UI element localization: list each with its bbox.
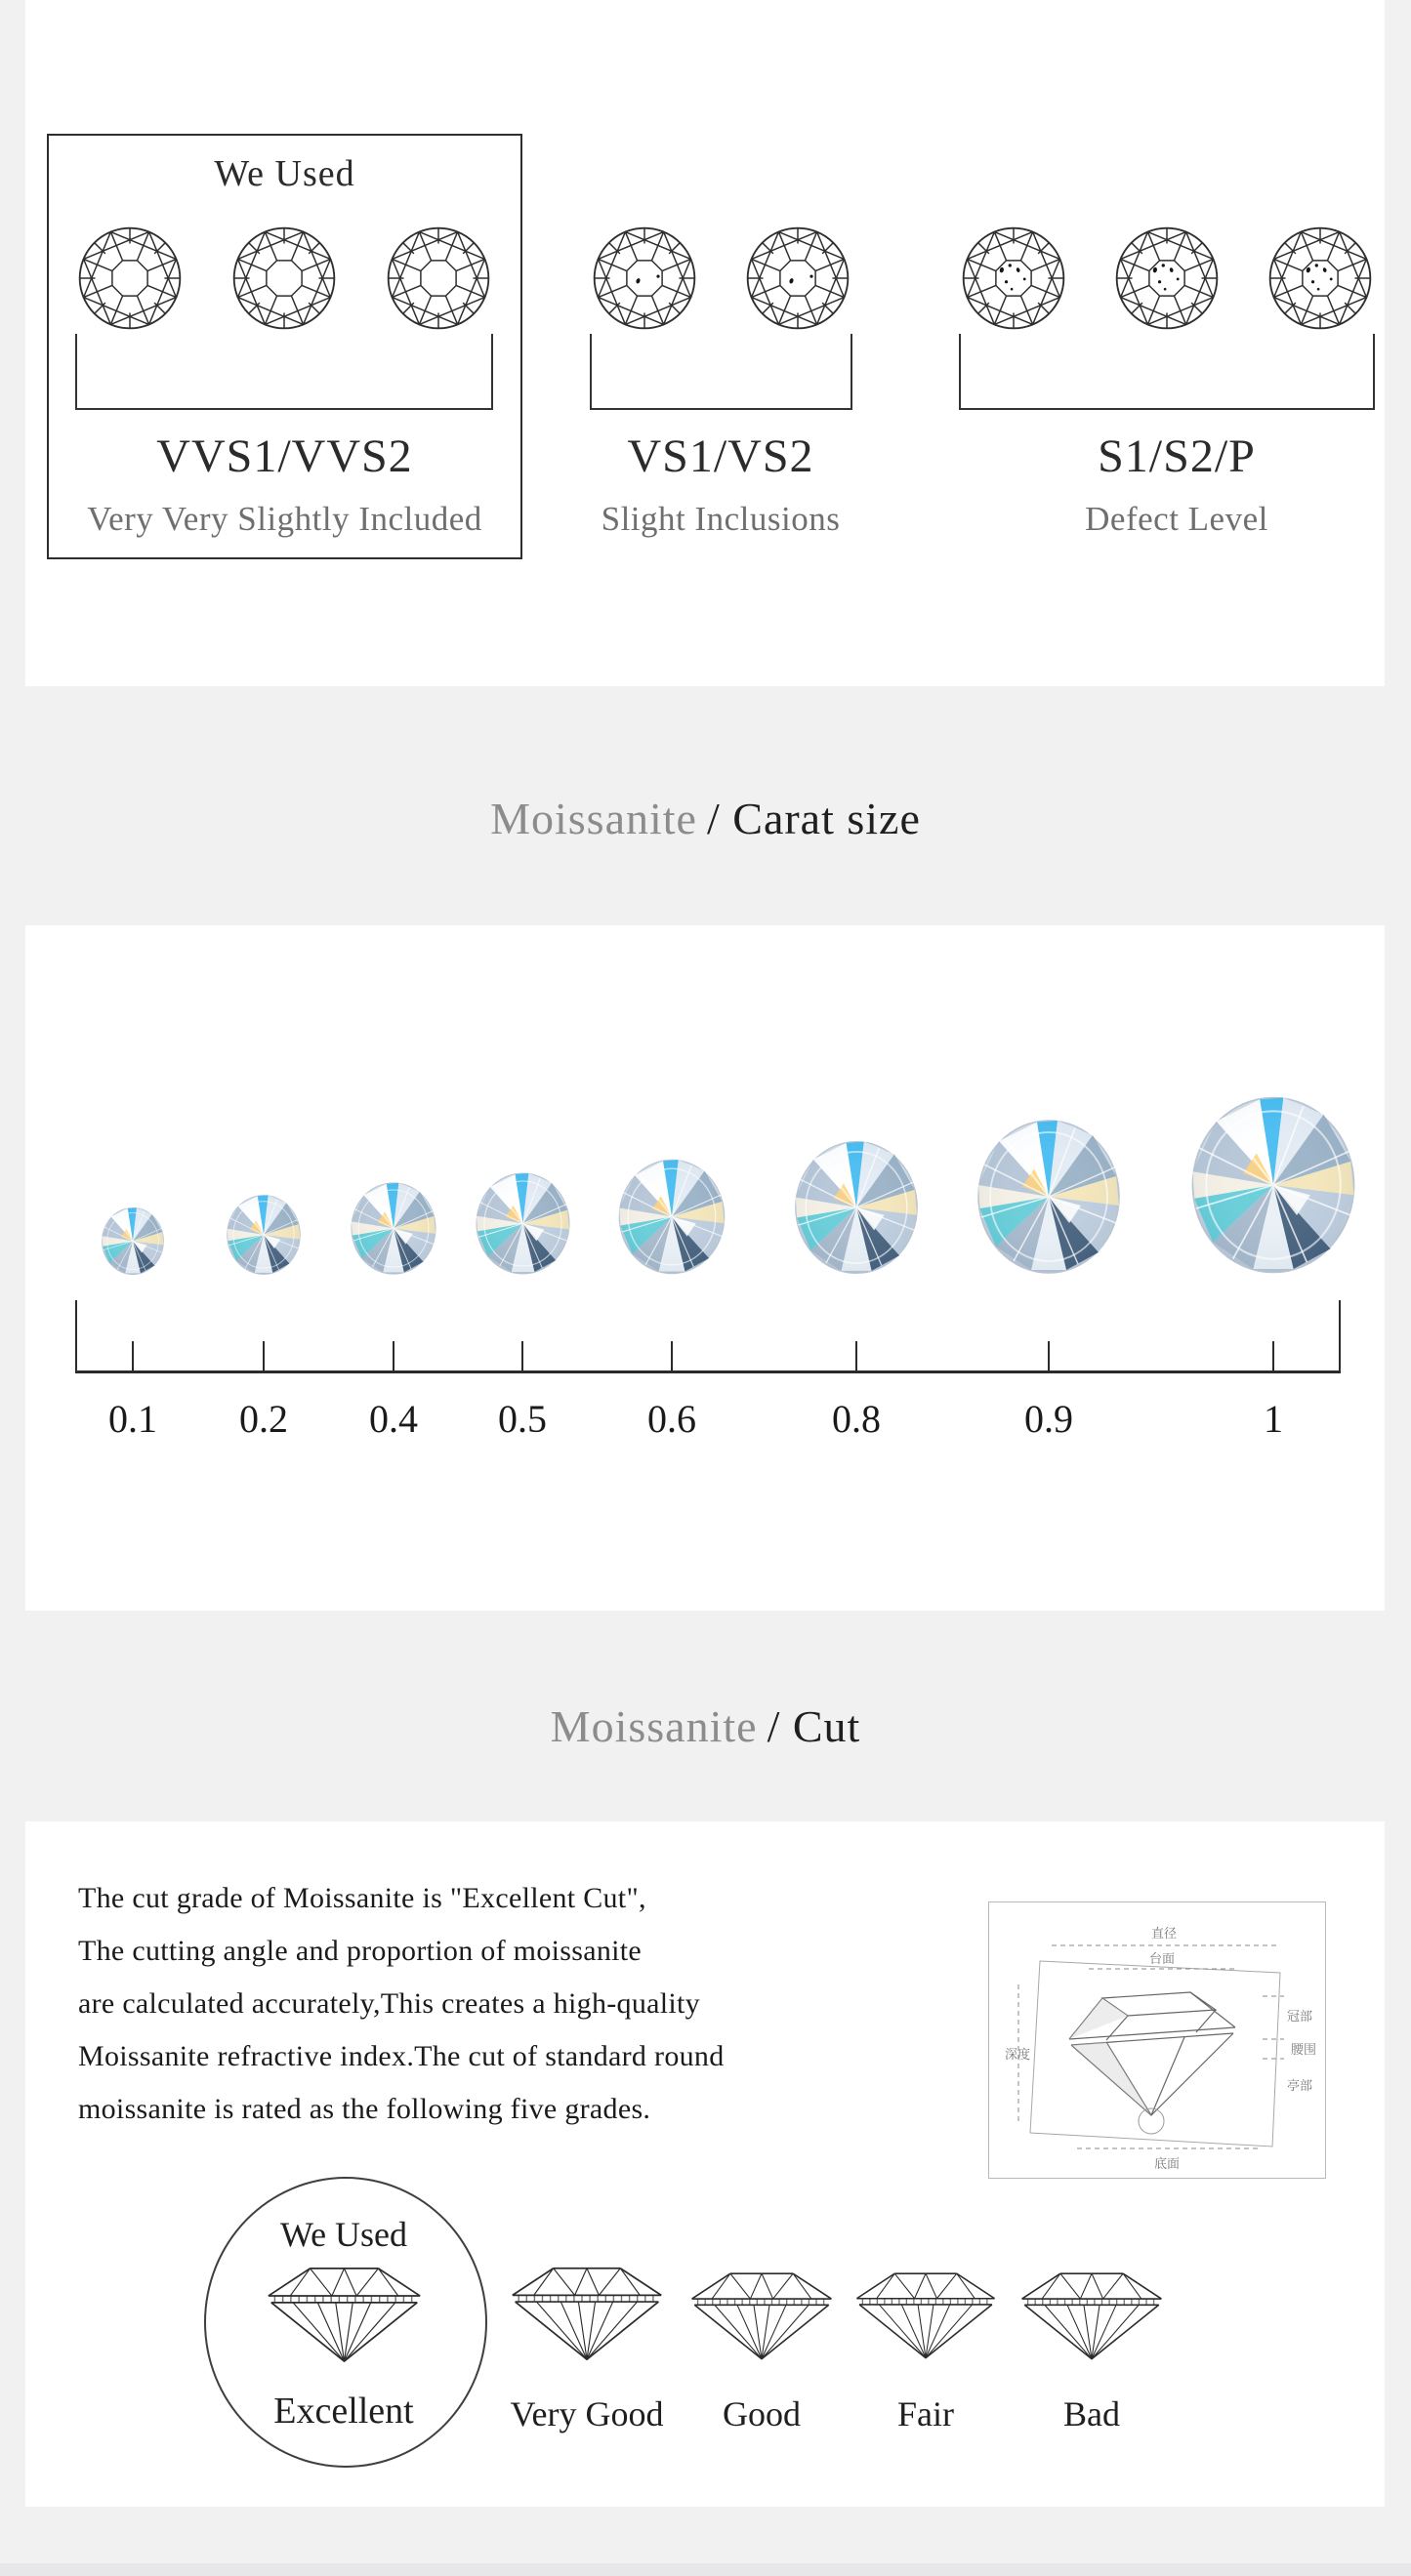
scale-tick <box>132 1341 134 1372</box>
cut-paragraph-line: are calculated accurately,This creates a high-quality <box>78 1987 700 2020</box>
clarity-stone-s-icon <box>1266 224 1375 333</box>
carat-value-label: 0.2 <box>239 1397 288 1441</box>
carat-value-label: 0.9 <box>1024 1397 1073 1441</box>
we-used-badge: We Used <box>214 153 355 194</box>
diamond-side-excellent-icon <box>264 2261 425 2367</box>
gem-photo-0.4ct <box>350 1181 437 1276</box>
clarity-grade-label: VVS1/VVS2 <box>156 430 413 482</box>
clarity-stone-icon <box>229 224 339 333</box>
clarity-stone-icon <box>384 224 493 333</box>
group-bracket <box>959 334 1375 410</box>
gem-photo-0.5ct <box>475 1171 571 1276</box>
clarity-desc-label: Defect Level <box>1085 500 1268 538</box>
cut-paragraph-line: The cutting angle and proportion of moissanite <box>78 1935 643 1967</box>
clarity-grade-label: S1/S2/P <box>1098 430 1256 482</box>
cut-grade-label: Very Good <box>510 2394 664 2433</box>
cut-paragraph-line: The cut grade of Moissanite is "Excellent Cut", <box>78 1882 646 1914</box>
diamond-side-bad-icon <box>1017 2267 1166 2364</box>
gem-photo-0.1ct <box>101 1206 165 1276</box>
scale-tick <box>393 1341 394 1372</box>
scale-tick <box>671 1341 673 1372</box>
cut-section-title <box>0 1700 1411 1752</box>
clarity-stone-s-icon <box>1112 224 1222 333</box>
carat-value-label: 0.5 <box>498 1397 547 1441</box>
scale-tick <box>521 1341 523 1372</box>
clarity-stone-icon <box>75 224 185 333</box>
title-dark-part: / Cut <box>767 1701 861 1751</box>
diamond-side-good-icon <box>687 2267 836 2364</box>
scale-tick <box>855 1341 857 1372</box>
cut-grade-label: Bad <box>1063 2394 1120 2433</box>
carat-scale-baseline <box>75 1370 1341 1373</box>
clarity-stone-vs-icon <box>743 224 852 333</box>
clarity-stone-s-icon <box>959 224 1068 333</box>
scale-tick <box>1272 1341 1274 1372</box>
scale-end-right <box>1339 1300 1341 1373</box>
cut-grade-label: Excellent <box>273 2391 414 2432</box>
diagram-label-pavilion: 亭部 <box>1286 2079 1313 2094</box>
carat-value-label: 0.1 <box>108 1397 157 1441</box>
cut-grade-label: Good <box>723 2394 801 2433</box>
gem-photo-1ct <box>1189 1094 1357 1276</box>
group-bracket <box>590 334 852 410</box>
cut-grade-label: Fair <box>897 2394 954 2433</box>
group-bracket <box>75 334 493 410</box>
title-dark-part: / Carat size <box>706 794 921 843</box>
clarity-desc-label: Very Very Slightly Included <box>87 500 482 538</box>
diagram-label-depth: 深度 <box>1005 2048 1031 2063</box>
gem-photo-0.6ct <box>617 1158 726 1276</box>
scale-tick <box>1048 1341 1050 1372</box>
gem-photo-0.9ct <box>975 1118 1122 1276</box>
diagram-label-diameter: 直径 <box>1150 1927 1178 1942</box>
carat-value-label: 0.4 <box>369 1397 418 1441</box>
diagram-label-table: 台面 <box>1148 1952 1176 1967</box>
clarity-grade-label: VS1/VS2 <box>627 430 814 482</box>
diagram-label-girdle: 腰围 <box>1290 2043 1317 2058</box>
diamond-side-verygood-icon <box>508 2261 666 2365</box>
carat-value-label: 0.6 <box>647 1397 696 1441</box>
title-muted-part: Moissanite <box>490 794 697 843</box>
bottom-strip <box>0 2563 1411 2576</box>
diagram-label-culet: 底面 <box>1153 2157 1181 2172</box>
scale-end-left <box>75 1300 77 1373</box>
cut-proportion-diagram <box>988 1901 1326 2179</box>
scale-tick <box>263 1341 265 1372</box>
clarity-stone-vs-icon <box>590 224 699 333</box>
carat-section-title <box>0 793 1411 844</box>
cut-paragraph-line: Moissanite refractive index.The cut of standard round <box>78 2040 725 2072</box>
diagram-label-crown: 冠部 <box>1286 2010 1313 2024</box>
clarity-desc-label: Slight Inclusions <box>601 500 841 538</box>
title-muted-part: Moissanite <box>550 1701 758 1751</box>
diamond-side-fair-icon <box>852 2267 999 2363</box>
carat-value-label: 1 <box>1264 1397 1283 1441</box>
carat-value-label: 0.8 <box>832 1397 881 1441</box>
gem-photo-0.8ct <box>793 1139 920 1276</box>
cut-we-used-badge: We Used <box>279 2215 408 2254</box>
diamond-proportion-sketch-icon <box>989 1902 1325 2178</box>
gem-photo-0.2ct <box>226 1194 302 1276</box>
cut-paragraph-line: moissanite is rated as the following five grades. <box>78 2093 651 2125</box>
